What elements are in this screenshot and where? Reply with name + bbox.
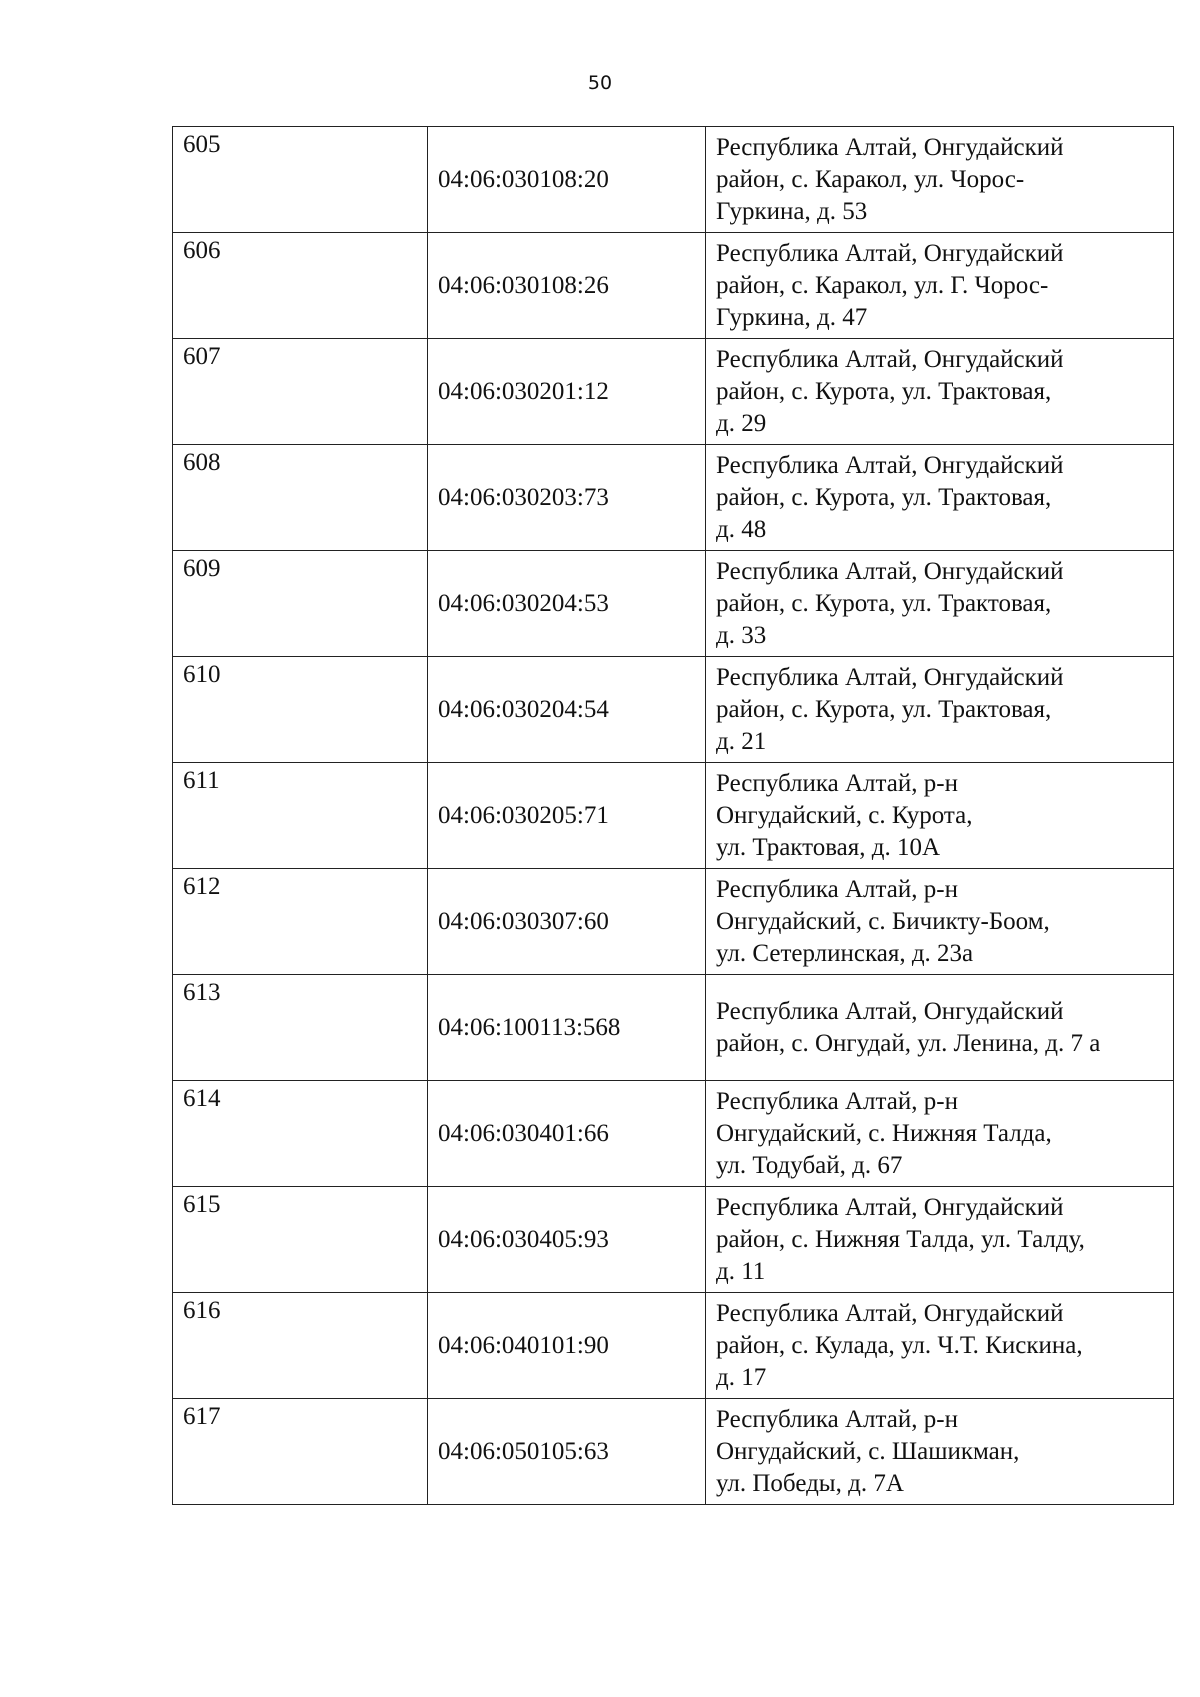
address-line: Республика Алтай, Онгудайский xyxy=(716,1299,1064,1327)
address-line: д. 48 xyxy=(716,515,767,543)
address-line: район, с. Каракол, ул. Чорос- xyxy=(716,165,1025,193)
address-line: Гуркина, д. 47 xyxy=(716,303,868,331)
table-row xyxy=(173,1187,1174,1293)
address-line: район, с. Нижняя Талда, ул. Талду, xyxy=(716,1225,1085,1253)
address-line: район, с. Каракол, ул. Г. Чорос- xyxy=(716,271,1049,299)
cadastral-number: 04:06:030401:66 xyxy=(428,1081,706,1187)
address-line: Республика Алтай, Онгудайский xyxy=(716,133,1064,161)
row-number: 615 xyxy=(173,1187,428,1293)
address-line: Республика Алтай, р-н xyxy=(716,769,958,797)
row-number: 605 xyxy=(173,127,428,233)
row-number: 610 xyxy=(173,657,428,763)
address-line: район, с. Курота, ул. Трактовая, xyxy=(716,377,1052,405)
cadastral-number: 04:06:100113:568 xyxy=(428,975,706,1081)
address-cell xyxy=(706,869,1174,975)
table-row xyxy=(173,551,1174,657)
cadastral-number: 04:06:040101:90 xyxy=(428,1293,706,1399)
table-row xyxy=(173,657,1174,763)
address-line: д. 29 xyxy=(716,409,767,437)
row-number: 611 xyxy=(173,763,428,869)
row-number: 614 xyxy=(173,1081,428,1187)
address-cell xyxy=(706,1293,1174,1399)
address-line: район, с. Курота, ул. Трактовая, xyxy=(716,483,1052,511)
address-cell xyxy=(706,1399,1174,1505)
cadastral-number: 04:06:030203:73 xyxy=(428,445,706,551)
address-cell xyxy=(706,1081,1174,1187)
table-row xyxy=(173,1293,1174,1399)
address-line: район, с. Кулада, ул. Ч.Т. Кискина, xyxy=(716,1331,1083,1359)
address-line: Республика Алтай, Онгудайский xyxy=(716,663,1064,691)
address-line: район, с. Онгудай, ул. Ленина, д. 7 а xyxy=(716,1029,1101,1057)
cadastral-number: 04:06:030108:20 xyxy=(428,127,706,233)
address-line: ул. Победы, д. 7А xyxy=(716,1469,904,1497)
cadastral-number: 04:06:050105:63 xyxy=(428,1399,706,1505)
address-line: район, с. Курота, ул. Трактовая, xyxy=(716,589,1052,617)
address-line: Республика Алтай, Онгудайский xyxy=(716,1193,1064,1221)
address-cell xyxy=(706,975,1174,1081)
address-cell xyxy=(706,657,1174,763)
table-row xyxy=(173,445,1174,551)
cadastral-number: 04:06:030204:54 xyxy=(428,657,706,763)
address-line: Республика Алтай, р-н xyxy=(716,1087,958,1115)
address-cell xyxy=(706,551,1174,657)
address-line: район, с. Курота, ул. Трактовая, xyxy=(716,695,1052,723)
address-line: Онгудайский, с. Нижняя Талда, xyxy=(716,1119,1052,1147)
table-row xyxy=(173,975,1174,1081)
row-number: 607 xyxy=(173,339,428,445)
row-number: 617 xyxy=(173,1399,428,1505)
address-line: Республика Алтай, р-н xyxy=(716,1405,958,1433)
row-number: 609 xyxy=(173,551,428,657)
address-cell xyxy=(706,763,1174,869)
address-line: Республика Алтай, Онгудайский xyxy=(716,997,1064,1025)
cadastral-number: 04:06:030405:93 xyxy=(428,1187,706,1293)
address-line: д. 17 xyxy=(716,1363,767,1391)
property-registry-table xyxy=(172,126,1174,1505)
table-row xyxy=(173,233,1174,339)
address-line: д. 33 xyxy=(716,621,767,649)
table-row xyxy=(173,1081,1174,1187)
address-line: Республика Алтай, Онгудайский xyxy=(716,557,1064,585)
cadastral-number: 04:06:030205:71 xyxy=(428,763,706,869)
address-cell xyxy=(706,127,1174,233)
address-line: ул. Сетерлинская, д. 23а xyxy=(716,939,974,967)
address-line: д. 11 xyxy=(716,1257,766,1285)
address-line: Республика Алтай, Онгудайский xyxy=(716,239,1064,267)
table-row xyxy=(173,869,1174,975)
row-number: 612 xyxy=(173,869,428,975)
address-line: Онгудайский, с. Курота, xyxy=(716,801,973,829)
cadastral-number: 04:06:030201:12 xyxy=(428,339,706,445)
row-number: 613 xyxy=(173,975,428,1081)
address-line: Онгудайский, с. Бичикту-Боом, xyxy=(716,907,1050,935)
address-line: Онгудайский, с. Шашикман, xyxy=(716,1437,1020,1465)
cadastral-number: 04:06:030307:60 xyxy=(428,869,706,975)
address-line: Гуркина, д. 53 xyxy=(716,197,868,225)
address-cell xyxy=(706,445,1174,551)
address-cell xyxy=(706,339,1174,445)
address-line: Республика Алтай, Онгудайский xyxy=(716,451,1064,479)
page-number: 50 xyxy=(587,72,613,94)
address-line: Республика Алтай, Онгудайский xyxy=(716,345,1064,373)
row-number: 616 xyxy=(173,1293,428,1399)
address-line: ул. Трактовая, д. 10А xyxy=(716,833,941,861)
table-row xyxy=(173,1399,1174,1505)
table-row xyxy=(173,127,1174,233)
address-line: ул. Тодубай, д. 67 xyxy=(716,1151,903,1179)
table-row xyxy=(173,339,1174,445)
address-line: Республика Алтай, р-н xyxy=(716,875,958,903)
address-cell xyxy=(706,1187,1174,1293)
table-row xyxy=(173,763,1174,869)
row-number: 608 xyxy=(173,445,428,551)
cadastral-number: 04:06:030204:53 xyxy=(428,551,706,657)
address-cell xyxy=(706,233,1174,339)
row-number: 606 xyxy=(173,233,428,339)
address-line: д. 21 xyxy=(716,727,767,755)
cadastral-number: 04:06:030108:26 xyxy=(428,233,706,339)
